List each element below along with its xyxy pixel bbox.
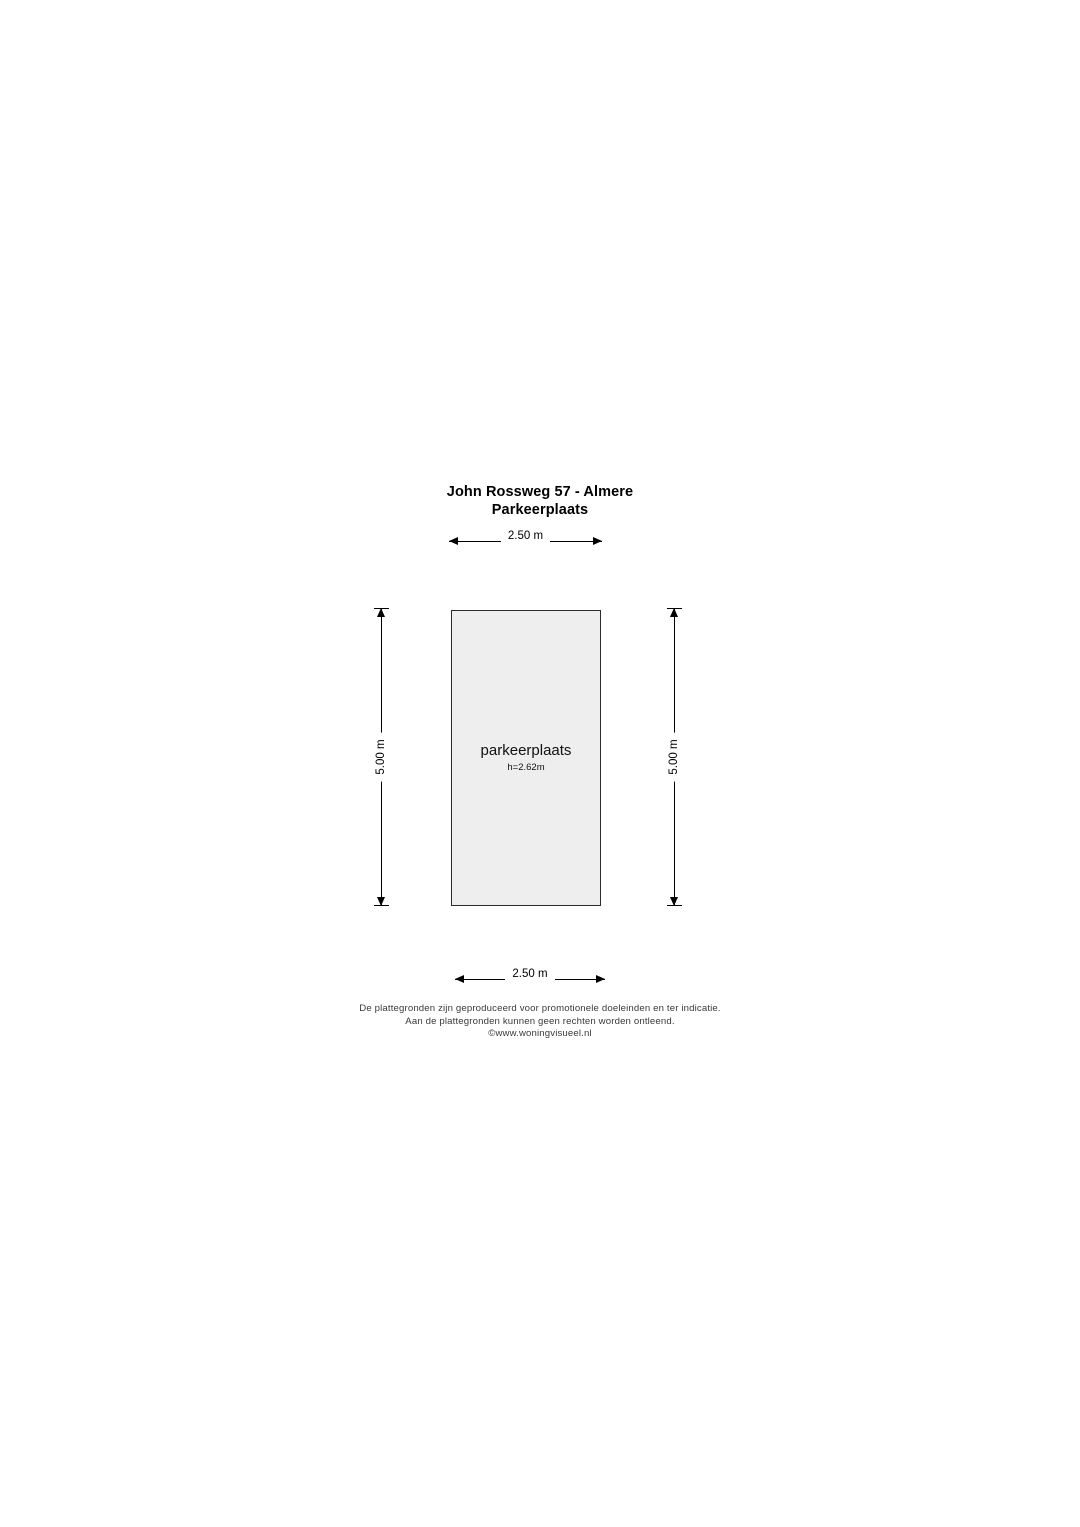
- disclaimer-line-1: De plattegronden zijn geproduceerd voor promotionele doeleinden en ter indicatie.: [359, 1003, 721, 1014]
- title-subtitle: Parkeerplaats: [491, 502, 589, 518]
- room-height-label: h=2.62m: [507, 762, 545, 773]
- disclaimer-block: [0, 1003, 1080, 1041]
- dimension-left-arrow-top-icon: [377, 608, 385, 617]
- dimension-bottom: [455, 967, 605, 987]
- room-label-group: [452, 741, 600, 775]
- room-name-label: parkeerplaats: [480, 742, 572, 759]
- dimension-right: [663, 608, 685, 906]
- dimension-top: [449, 529, 602, 549]
- room-parkeerplaats: [451, 610, 601, 906]
- dimension-bottom-label: 2.50 m: [505, 968, 554, 980]
- dimension-top-label: 2.50 m: [501, 530, 550, 542]
- dimension-left-arrow-bottom-icon: [377, 897, 385, 906]
- dimension-right-arrow-top-icon: [670, 608, 678, 617]
- disclaimer-copyright: ©www.woningvisueel.nl: [488, 1028, 592, 1040]
- dimension-right-label: 5.00 m: [667, 732, 681, 781]
- dimension-right-arrow-bottom-icon: [670, 897, 678, 906]
- dimension-left: [370, 608, 392, 906]
- disclaimer-line-2: Aan de plattegronden kunnen geen rechten worden ontleend.: [405, 1015, 675, 1027]
- page-title: [0, 483, 1080, 519]
- title-address: John Rossweg 57 - Almere: [446, 484, 634, 500]
- dimension-left-label: 5.00 m: [374, 732, 388, 781]
- dimension-top-label-wrap: [449, 529, 602, 543]
- dimension-bottom-label-wrap: [455, 967, 605, 981]
